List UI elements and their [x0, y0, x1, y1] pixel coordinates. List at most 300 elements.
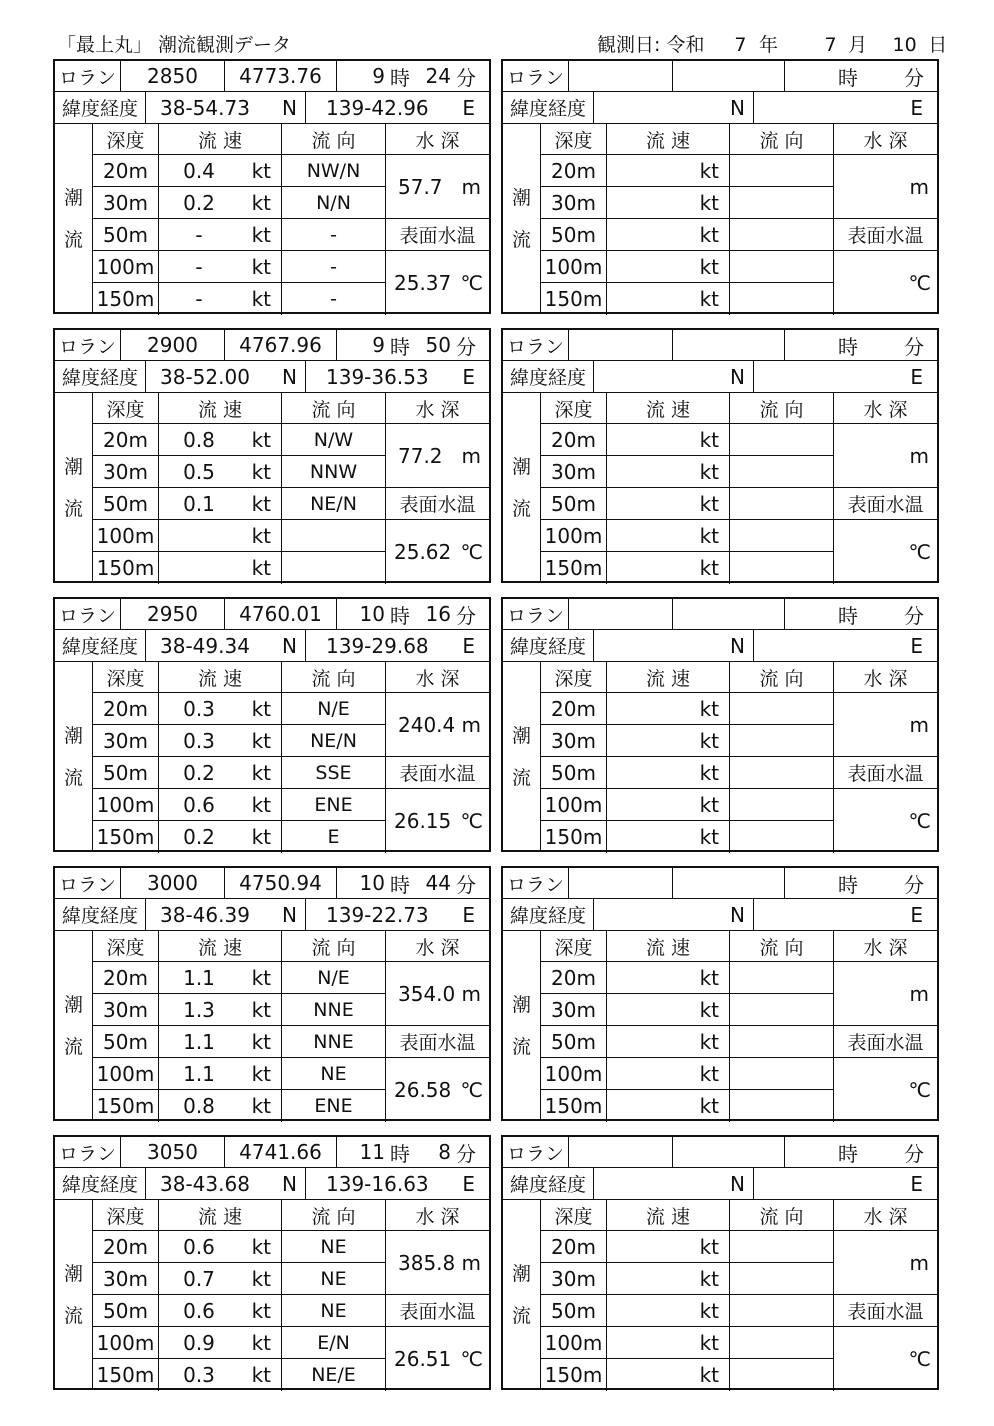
time-minute: 16	[425, 602, 451, 626]
latitude-cell	[146, 630, 306, 662]
depth-value: 50m	[541, 219, 607, 251]
speed-cell	[159, 283, 282, 315]
loran-label: ロラン	[55, 61, 121, 92]
north-label: N	[282, 902, 297, 927]
north-label: N	[282, 633, 297, 658]
latitude-value: 38-52.00	[160, 364, 250, 389]
longitude-value: 139-22.73	[326, 902, 429, 927]
direction-header: 流 向	[730, 124, 834, 155]
kt-unit: kt	[251, 1234, 271, 1259]
hour-unit: 時	[390, 1141, 410, 1166]
direction-value: -	[282, 251, 386, 283]
kt-unit: kt	[251, 1094, 271, 1118]
direction-value: NE	[282, 1295, 386, 1327]
hour-unit: 時	[838, 334, 858, 359]
latlon-label: 緯度経度	[55, 630, 146, 662]
minute-unit: 分	[904, 65, 924, 90]
kt-unit: kt	[699, 254, 719, 279]
surface-temp-label: 表面水温	[386, 1295, 489, 1327]
direction-value: -	[282, 219, 386, 251]
speed-cell	[159, 789, 282, 821]
time-hour: 11	[359, 1140, 385, 1164]
surface-temp-value: 26.51	[394, 1346, 452, 1371]
speed-cell	[159, 187, 282, 219]
depth-header: 深度	[93, 931, 159, 962]
speed-value: 1.1	[183, 965, 215, 990]
station-block	[501, 866, 939, 1121]
direction-value	[730, 456, 834, 488]
kt-unit: kt	[699, 1234, 719, 1259]
direction-value	[730, 1359, 834, 1391]
surface-temp-cell	[834, 520, 937, 583]
depth-value: 20m	[541, 962, 607, 994]
tide-label-2: 流	[63, 1036, 83, 1058]
direction-value: ENE	[282, 1090, 386, 1122]
meter-unit: m	[909, 981, 929, 1006]
speed-value: 0.6	[183, 792, 215, 817]
loran-value	[569, 330, 673, 361]
depth-value: 50m	[93, 1026, 159, 1058]
depth-header: 深度	[541, 393, 607, 424]
speed-value: 0.3	[183, 728, 215, 753]
north-label: N	[730, 1171, 745, 1196]
speed-cell	[607, 187, 730, 219]
month: 7	[824, 34, 837, 56]
speed-cell	[159, 520, 282, 552]
speed-cell	[159, 962, 282, 994]
water-depth-header: 水 深	[834, 662, 937, 693]
water-depth-cell	[834, 424, 937, 488]
latitude-cell	[594, 92, 754, 124]
minute-unit: 分	[456, 603, 476, 628]
loran-label: ロラン	[55, 330, 121, 361]
longitude-value: 139-16.63	[326, 1171, 429, 1196]
kt-unit: kt	[251, 825, 271, 849]
kt-unit: kt	[699, 1094, 719, 1118]
speed-header: 流 速	[159, 124, 282, 155]
era-year: 7	[734, 34, 747, 56]
kt-unit: kt	[699, 190, 719, 215]
tide-label-cell	[503, 393, 541, 583]
date-label: 観測日: 令和	[597, 34, 705, 56]
latlon-label: 緯度経度	[503, 899, 594, 931]
meter-unit: m	[909, 712, 929, 737]
depth-header: 深度	[93, 393, 159, 424]
direction-header: 流 向	[730, 662, 834, 693]
depth-value: 30m	[541, 994, 607, 1026]
tide-label-cell	[503, 124, 541, 314]
loran-label: ロラン	[55, 868, 121, 899]
speed-cell	[159, 821, 282, 853]
depth-value: 20m	[541, 693, 607, 725]
celsius-unit: ℃	[460, 808, 483, 833]
speed-cell	[159, 456, 282, 488]
speed-cell	[607, 1359, 730, 1391]
direction-value: NE	[282, 1231, 386, 1263]
station-block	[501, 59, 939, 314]
kt-unit: kt	[699, 287, 719, 311]
water-depth-cell	[386, 693, 489, 757]
east-label: E	[462, 902, 475, 927]
water-depth-header: 水 深	[834, 931, 937, 962]
longitude-cell	[306, 630, 489, 662]
time-cell	[785, 330, 937, 361]
speed-value: 0.2	[183, 760, 215, 785]
speed-value: -	[195, 222, 203, 247]
speed-cell	[607, 251, 730, 283]
speed-cell	[607, 1058, 730, 1090]
direction-value	[730, 994, 834, 1026]
time-cell	[785, 61, 937, 92]
speed-cell	[159, 1295, 282, 1327]
direction-value	[730, 424, 834, 456]
north-label: N	[730, 95, 745, 120]
direction-value	[730, 187, 834, 219]
speed-cell	[159, 1327, 282, 1359]
speed-value: 0.3	[183, 696, 215, 721]
kt-unit: kt	[699, 760, 719, 785]
depth-value: 30m	[93, 456, 159, 488]
depth-value: 20m	[541, 155, 607, 187]
tide-label-2: 流	[63, 498, 83, 520]
tide-label-2: 流	[63, 767, 83, 789]
speed-value: 0.5	[183, 459, 215, 484]
tide-label-1: 潮	[63, 456, 83, 478]
depth-value: 50m	[93, 1295, 159, 1327]
speed-cell	[607, 424, 730, 456]
celsius-unit: ℃	[908, 539, 931, 564]
loran-label: ロラン	[503, 599, 569, 630]
water-depth-header: 水 深	[834, 1200, 937, 1231]
water-depth-header: 水 深	[386, 124, 489, 155]
water-depth-value: 57.7	[398, 174, 443, 199]
speed-cell	[607, 821, 730, 853]
kt-unit: kt	[699, 1298, 719, 1323]
latlon-label: 緯度経度	[55, 361, 146, 393]
speed-cell	[159, 488, 282, 520]
depth-value: 100m	[93, 520, 159, 552]
direction-header: 流 向	[730, 931, 834, 962]
direction-value	[730, 962, 834, 994]
kt-unit: kt	[251, 491, 271, 516]
north-label: N	[282, 364, 297, 389]
direction-value: N/N	[282, 187, 386, 219]
direction-value	[730, 1058, 834, 1090]
direction-value: N/W	[282, 424, 386, 456]
speed-cell	[607, 283, 730, 315]
depth-value: 100m	[541, 251, 607, 283]
kt-unit: kt	[251, 965, 271, 990]
direction-value	[730, 219, 834, 251]
direction-header: 流 向	[282, 1200, 386, 1231]
depth-header: 深度	[93, 124, 159, 155]
speed-cell	[607, 488, 730, 520]
tide-label-cell	[503, 931, 541, 1121]
kt-unit: kt	[251, 1330, 271, 1355]
time-hour: 9	[372, 64, 385, 88]
loran-value-2: 4767.96	[225, 330, 337, 361]
surface-temp-label: 表面水温	[834, 1026, 937, 1058]
speed-value: 0.3	[183, 1363, 215, 1387]
longitude-value: 139-42.96	[326, 95, 429, 120]
loran-value-2	[673, 61, 785, 92]
tide-label-2: 流	[511, 767, 531, 789]
depth-value: 100m	[541, 520, 607, 552]
direction-value	[730, 552, 834, 584]
loran-value-2: 4741.66	[225, 1137, 337, 1168]
hour-unit: 時	[838, 603, 858, 628]
celsius-unit: ℃	[460, 1346, 483, 1371]
meter-unit: m	[909, 174, 929, 199]
depth-value: 30m	[93, 1263, 159, 1295]
loran-value	[569, 61, 673, 92]
hour-unit: 時	[390, 872, 410, 897]
direction-header: 流 向	[282, 662, 386, 693]
surface-temp-value: 26.58	[394, 1077, 452, 1102]
east-label: E	[462, 1171, 475, 1196]
speed-cell	[607, 962, 730, 994]
latlon-label: 緯度経度	[503, 1168, 594, 1200]
north-label: N	[730, 633, 745, 658]
direction-value	[730, 757, 834, 789]
surface-temp-cell	[834, 251, 937, 314]
direction-value: SSE	[282, 757, 386, 789]
kt-unit: kt	[251, 523, 271, 548]
water-depth-header: 水 深	[386, 1200, 489, 1231]
speed-value: -	[195, 287, 203, 311]
speed-cell	[607, 1327, 730, 1359]
time-minute: 8	[438, 1140, 451, 1164]
loran-label: ロラン	[503, 868, 569, 899]
east-label: E	[910, 1171, 923, 1196]
speed-cell	[159, 1359, 282, 1391]
speed-cell	[607, 789, 730, 821]
longitude-cell	[754, 899, 937, 931]
speed-cell	[159, 994, 282, 1026]
loran-label: ロラン	[503, 1137, 569, 1168]
minute-unit: 分	[904, 1141, 924, 1166]
water-depth-header: 水 深	[834, 124, 937, 155]
surface-temp-cell	[834, 789, 937, 852]
latitude-cell	[146, 361, 306, 393]
station-block	[501, 597, 939, 852]
hour-unit: 時	[390, 65, 410, 90]
east-label: E	[910, 364, 923, 389]
surface-temp-cell	[386, 789, 489, 852]
hour-unit: 時	[390, 334, 410, 359]
month-unit: 月	[848, 34, 868, 56]
time-cell	[785, 1137, 937, 1168]
depth-value: 150m	[541, 1359, 607, 1391]
kt-unit: kt	[699, 427, 719, 452]
surface-temp-value: 25.62	[394, 539, 452, 564]
kt-unit: kt	[699, 965, 719, 990]
longitude-cell	[754, 92, 937, 124]
celsius-unit: ℃	[460, 539, 483, 564]
depth-value: 50m	[93, 757, 159, 789]
water-depth-cell	[386, 1231, 489, 1295]
depth-header: 深度	[541, 662, 607, 693]
depth-value: 100m	[541, 789, 607, 821]
direction-value: N/E	[282, 962, 386, 994]
depth-value: 150m	[93, 283, 159, 315]
speed-header: 流 速	[607, 124, 730, 155]
speed-cell	[607, 155, 730, 187]
tide-label-cell	[55, 124, 93, 314]
time-cell	[337, 868, 489, 899]
water-depth-cell	[386, 155, 489, 219]
kt-unit: kt	[251, 997, 271, 1022]
direction-value: -	[282, 283, 386, 315]
loran-value-2: 4773.76	[225, 61, 337, 92]
kt-unit: kt	[699, 491, 719, 516]
speed-cell	[159, 155, 282, 187]
speed-cell	[607, 1295, 730, 1327]
depth-value: 150m	[93, 1359, 159, 1391]
hour-unit: 時	[838, 1141, 858, 1166]
surface-temp-label: 表面水温	[386, 219, 489, 251]
latitude-value: 38-43.68	[160, 1171, 250, 1196]
speed-cell	[607, 1090, 730, 1122]
water-depth-cell	[834, 155, 937, 219]
speed-cell	[607, 552, 730, 584]
speed-cell	[159, 693, 282, 725]
kt-unit: kt	[699, 1266, 719, 1291]
time-cell	[785, 868, 937, 899]
depth-value: 50m	[93, 219, 159, 251]
speed-cell	[607, 520, 730, 552]
day-unit: 日	[928, 34, 948, 56]
longitude-cell	[306, 361, 489, 393]
direction-value	[730, 1295, 834, 1327]
speed-header: 流 速	[159, 1200, 282, 1231]
tide-label-1: 潮	[63, 1263, 83, 1285]
meter-unit: m	[909, 443, 929, 468]
speed-value: 0.6	[183, 1234, 215, 1259]
loran-value	[569, 1137, 673, 1168]
depth-header: 深度	[93, 1200, 159, 1231]
latitude-value: 38-54.73	[160, 95, 250, 120]
longitude-cell	[306, 92, 489, 124]
loran-value-2	[673, 330, 785, 361]
water-depth-header: 水 深	[834, 393, 937, 424]
time-cell	[337, 1137, 489, 1168]
direction-value	[730, 1327, 834, 1359]
east-label: E	[462, 633, 475, 658]
meter-unit: m	[461, 981, 481, 1006]
latitude-value: 38-49.34	[160, 633, 250, 658]
station-block	[53, 597, 491, 852]
loran-value-2	[673, 599, 785, 630]
depth-value: 150m	[93, 1090, 159, 1122]
kt-unit: kt	[251, 1061, 271, 1086]
depth-value: 150m	[541, 283, 607, 315]
surface-temp-label: 表面水温	[834, 757, 937, 789]
depth-value: 100m	[93, 789, 159, 821]
water-depth-cell	[834, 962, 937, 1026]
latitude-cell	[594, 361, 754, 393]
kt-unit: kt	[251, 696, 271, 721]
observation-date	[597, 30, 953, 57]
speed-cell	[159, 1026, 282, 1058]
speed-cell	[607, 1026, 730, 1058]
kt-unit: kt	[699, 459, 719, 484]
meter-unit: m	[461, 174, 481, 199]
tide-label-2: 流	[63, 1305, 83, 1327]
station-block	[501, 1135, 939, 1390]
surface-temp-label: 表面水温	[386, 488, 489, 520]
north-label: N	[282, 1171, 297, 1196]
time-cell	[337, 330, 489, 361]
depth-value: 50m	[541, 757, 607, 789]
speed-cell	[607, 757, 730, 789]
water-depth-value: 240.4	[398, 712, 456, 737]
east-label: E	[462, 364, 475, 389]
speed-value: 0.8	[183, 1094, 215, 1118]
direction-value: NE/E	[282, 1359, 386, 1391]
depth-value: 150m	[93, 552, 159, 584]
depth-value: 30m	[93, 994, 159, 1026]
tide-label-1: 潮	[63, 994, 83, 1016]
loran-value-2: 4760.01	[225, 599, 337, 630]
kt-unit: kt	[251, 760, 271, 785]
kt-unit: kt	[699, 1029, 719, 1054]
water-depth-cell	[834, 693, 937, 757]
speed-value: 0.6	[183, 1298, 215, 1323]
depth-value: 50m	[541, 1295, 607, 1327]
kt-unit: kt	[699, 1363, 719, 1387]
direction-value	[730, 488, 834, 520]
speed-value: -	[195, 254, 203, 279]
speed-value: 0.2	[183, 190, 215, 215]
loran-value: 2900	[121, 330, 225, 361]
direction-value	[730, 693, 834, 725]
depth-value: 20m	[93, 155, 159, 187]
depth-value: 30m	[541, 725, 607, 757]
depth-value: 50m	[541, 1026, 607, 1058]
hour-unit: 時	[838, 872, 858, 897]
latitude-cell	[146, 92, 306, 124]
speed-cell	[159, 1263, 282, 1295]
loran-label: ロラン	[55, 599, 121, 630]
east-label: E	[910, 95, 923, 120]
depth-value: 20m	[541, 1231, 607, 1263]
direction-header: 流 向	[282, 124, 386, 155]
time-hour: 10	[359, 602, 385, 626]
loran-value-2: 4750.94	[225, 868, 337, 899]
speed-header: 流 速	[607, 662, 730, 693]
direction-value: NE	[282, 1263, 386, 1295]
longitude-cell	[306, 899, 489, 931]
loran-value-2	[673, 1137, 785, 1168]
tide-label-1: 潮	[511, 725, 531, 747]
speed-cell	[159, 424, 282, 456]
speed-header: 流 速	[159, 393, 282, 424]
surface-temp-cell	[386, 1327, 489, 1390]
time-hour: 9	[372, 333, 385, 357]
loran-value: 2850	[121, 61, 225, 92]
direction-value	[730, 283, 834, 315]
direction-value	[282, 552, 386, 584]
speed-cell	[159, 725, 282, 757]
direction-value	[730, 789, 834, 821]
surface-temp-label: 表面水温	[386, 757, 489, 789]
depth-value: 150m	[93, 821, 159, 853]
surface-temp-value: 25.37	[394, 270, 452, 295]
speed-value: 0.8	[183, 427, 215, 452]
latitude-cell	[146, 1168, 306, 1200]
kt-unit: kt	[699, 523, 719, 548]
